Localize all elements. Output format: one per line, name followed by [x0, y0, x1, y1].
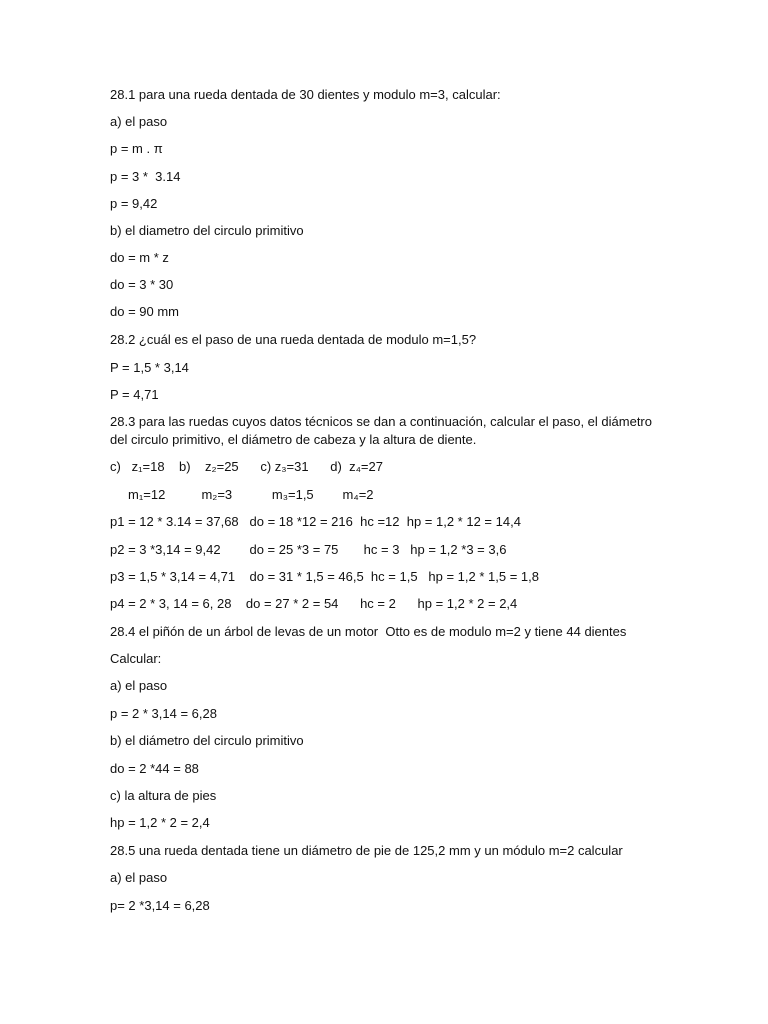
formula-line: p = 3 * 3.14: [110, 169, 181, 184]
subquestion-a-label: a) el paso: [110, 678, 168, 693]
problem-28-4-heading: 28.4 el piñón de un árbol de levas de un motor Otto es de modulo m=2 y tiene 44 dientes: [110, 624, 627, 639]
gear-data-m-row: m₁=12 m₂=3 m₃=1,5 m₄=2: [110, 487, 374, 502]
formula-line: hp = 1,2 * 2 = 2,4: [110, 815, 210, 830]
problem-28-5-heading: 28.5 una rueda dentada tiene un diámetro de pie de 125,2 mm y un módulo m=2 calcular: [110, 843, 623, 858]
calculation-row-4: p4 = 2 * 3, 14 = 6, 28 do = 27 * 2 = 54 hc = 2 hp = 1,2 * 2 = 2,4: [110, 596, 518, 611]
calculation-row-1: p1 = 12 * 3.14 = 37,68 do = 18 *12 = 216 hc =12 hp = 1,2 * 12 = 14,4: [110, 514, 521, 529]
formula-line: do = 2 *44 = 88: [110, 761, 199, 776]
formula-line: p= 2 *3,14 = 6,28: [110, 898, 210, 913]
subquestion-b-label: b) el diametro del circulo primitivo: [110, 223, 304, 238]
subquestion-c-label: c) la altura de pies: [110, 788, 217, 803]
problem-28-1-heading: 28.1 para una rueda dentada de 30 dientes y modulo m=3, calcular:: [110, 87, 501, 102]
formula-line: P = 1,5 * 3,14: [110, 360, 189, 375]
formula-line: do = 3 * 30: [110, 277, 174, 292]
formula-line: do = m * z: [110, 250, 169, 265]
calculation-row-2: p2 = 3 *3,14 = 9,42 do = 25 *3 = 75 hc = 3 hp = 1,2 *3 = 3,6: [110, 542, 507, 557]
result-line: do = 90 mm: [110, 304, 180, 319]
formula-line: p = 2 * 3,14 = 6,28: [110, 706, 217, 721]
problem-28-3-heading: 28.3 para las ruedas cuyos datos técnicos se dan a continuación, calcular el paso, el diámetro del circulo primitivo, el diámetro de cabeza y la altura de diente.: [110, 414, 652, 447]
problem-28-2-heading: 28.2 ¿cuál es el paso de una rueda dentada de modulo m=1,5?: [110, 332, 477, 347]
calcular-label: Calcular:: [110, 651, 162, 666]
gear-data-z-row: c) z₁=18 b) z₂=25 c) z₃=31 d) z₄=27: [110, 459, 383, 474]
result-line: P = 4,71: [110, 387, 159, 402]
subquestion-a-label: a) el paso: [110, 870, 168, 885]
subquestion-a-label: a) el paso: [110, 114, 168, 129]
calculation-row-3: p3 = 1,5 * 3,14 = 4,71 do = 31 * 1,5 = 46,5 hc = 1,5 hp = 1,2 * 1,5 = 1,8: [110, 569, 539, 584]
formula-line: p = m . π: [110, 141, 163, 156]
subquestion-b-label: b) el diámetro del circulo primitivo: [110, 733, 304, 748]
result-line: p = 9,42: [110, 196, 158, 211]
